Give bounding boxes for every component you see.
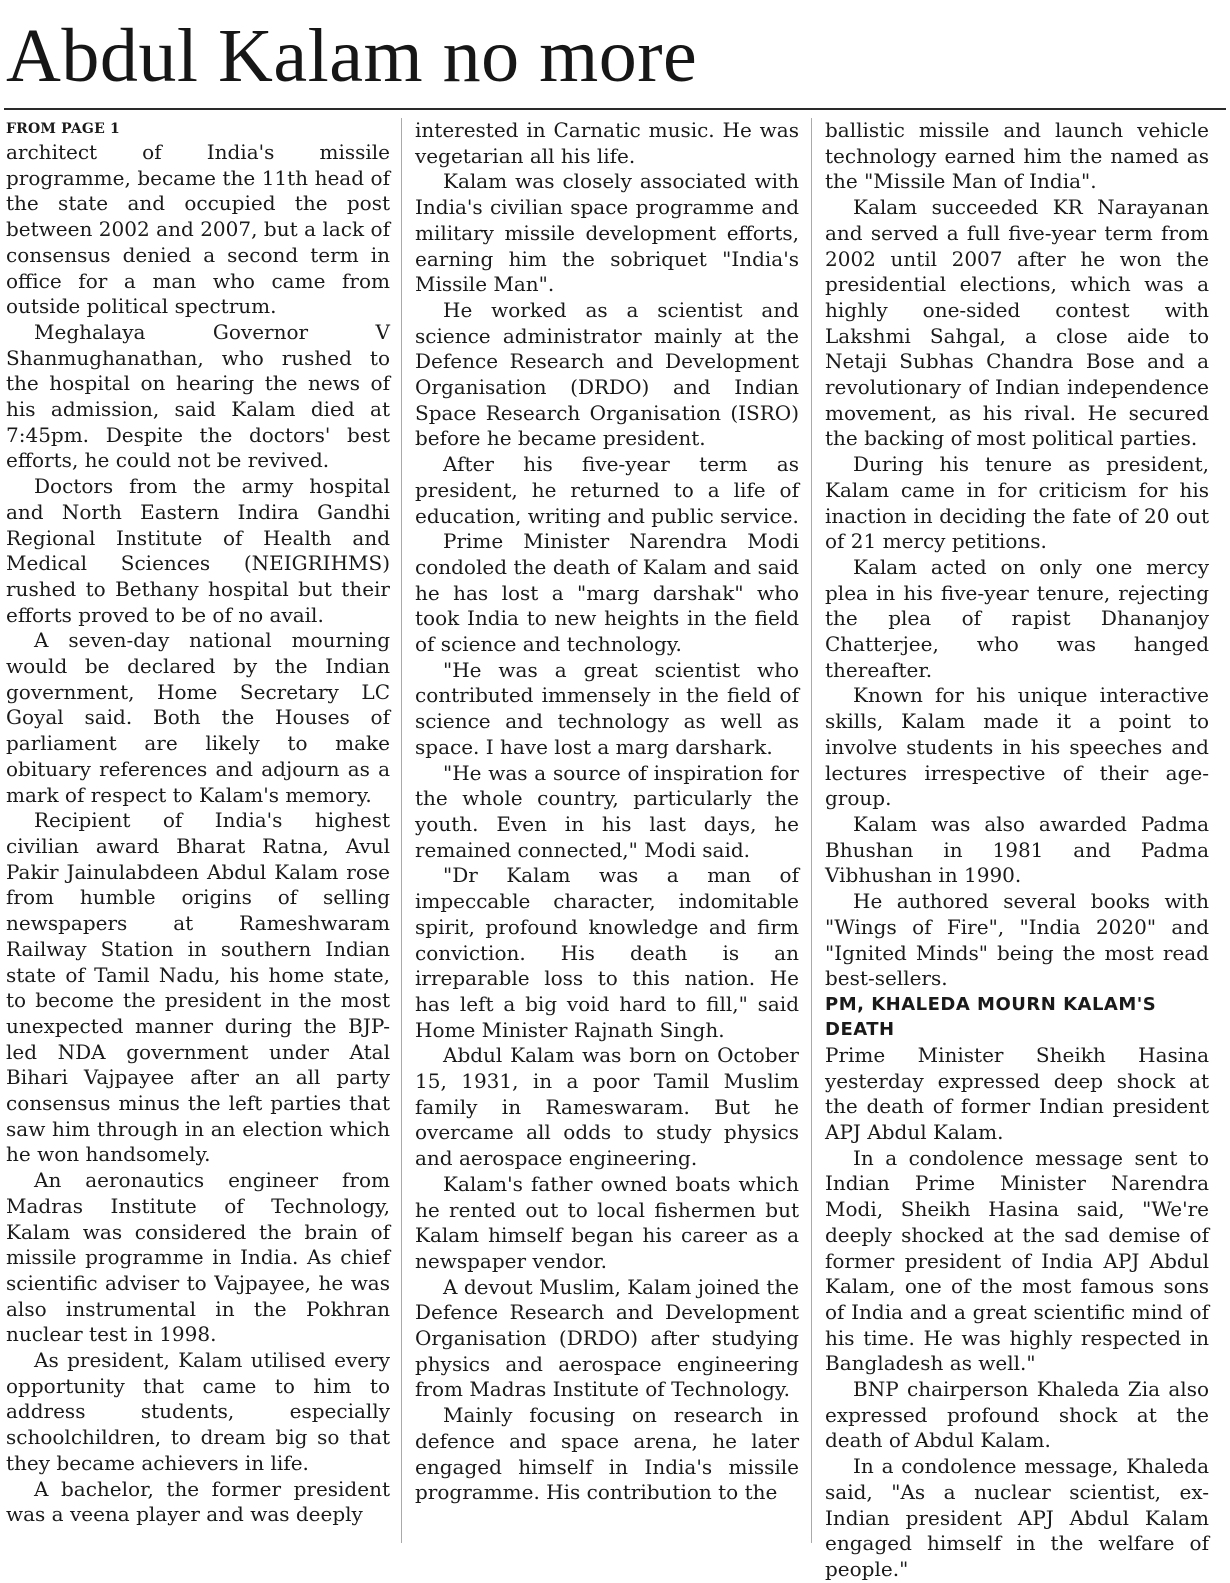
paragraph: As president, Kalam utilised every opportunity that came to him to address students, especially schoolchildren, to dream big so that they became achievers in life. [6,1348,390,1475]
paragraph: An aeronautics engineer from Madras Institute of Technology, Kalam was considered the brain of missile programme in India. As chief scientific adviser to Vajpayee, he was also instrumental in the Pokhran nuclear test in 1998. [6,1168,390,1347]
paragraph: Kalam was closely associated with India's civilian space programme and military missile development efforts, earning him the sobriquet "India's Missile Man". [415,169,799,297]
paragraph: A devout Muslim, Kalam joined the Defence Research and Development Organisation (DRDO) after studying physics and aerospace engineering from Madras Institute of Technology. [415,1274,799,1402]
paragraph: In a condolence message sent to Indian Prime Minister Narendra Modi, Sheikh Hasina said, "We're deeply shocked at the sad demise of former president of India APJ Abdul Kalam, one of the most famous sons of India and a great scientific mind of his time. He was highly respected in Bangladesh as well." [825,1145,1209,1376]
paragraph: "He was a great scientist who contributed immensely in the field of science and technology as well as space. I have lost a marg darshark. [415,657,799,759]
paragraph: Meghalaya Governor V Shanmughanathan, who rushed to the hospital on hearing the news of his admission, said Kalam died at 7:45pm. Despite the doctors' best efforts, he could not be revived. [6,319,390,473]
paragraph: Recipient of India's highest civilian award Bharat Ratna, Avul Pakir Jainulabdeen Abdul Kalam rose from humble origins of selling newspapers at Rameshwaram Railway Station in southern Indian state of Tamil Nadu, his home state, to become the president in the most unexpected manner during the BJP-led NDA government under Atal Bihari Vajpayee after an all party consensus minus the left parties that saw him through in an election which he won handsomely. [6,808,390,1167]
headline-rule [4,108,1226,110]
paragraph: Kalam's father owned boats which he rented out to local fishermen but Kalam himself began his career as a newspaper vendor. [415,1171,799,1273]
paragraph: Kalam succeeded KR Narayanan and served a full five-year term from 2002 until 2007 after he won the presidential elections, which was a highly one-sided contest with Lakshmi Sahgal, a close aide to Netaji Subhas Chandra Bose and a revolutionary of Indian independence movement, as his rival. He secured the backing of most political parties. [825,195,1209,451]
paragraph: In a condolence message, Khaleda said, "As a nuclear scientist, ex-Indian president APJ Abdul Kalam engaged himself in the welfare of people." [825,1454,1209,1581]
paragraph: "Dr Kalam was a man of impeccable character, indomitable spirit, profound knowledge and firm conviction. His death is an irreparable loss to this nation. He has left a big void hard to fill," said Home Minister Rajnath Singh. [415,863,799,1042]
column-divider [811,118,812,1543]
paragraph: Abdul Kalam was born on October 15, 1931, in a poor Tamil Muslim family in Rameswaram. But he overcame all odds to study physics and aerospace engineering. [415,1043,799,1171]
paragraph: Mainly focusing on research in defence and space arena, he later engaged himself in India's missile programme. His contribution to the [415,1403,799,1505]
column-3 [825,118,1209,1581]
paragraph: interested in Carnatic music. He was vegetarian all his life. [415,118,799,168]
continuation-kicker: FROM PAGE 1 [6,121,120,137]
headline: Abdul Kalam no more [6,14,698,98]
paragraph: Kalam acted on only one mercy plea in his five-year tenure, rejecting the plea of rapist Dhananjoy Chatterjee, who was hanged thereafter. [825,554,1209,682]
column-1 [6,118,390,1543]
paragraph: He authored several books with "Wings of Fire", "India 2020" and "Ignited Minds" being the most read best-sellers. [825,889,1209,991]
paragraph: After his five-year term as president, he returned to a life of education, writing and public service. [415,452,799,528]
paragraph: Kalam was also awarded Padma Bhushan in 1981 and Padma Vibhushan in 1990. [825,811,1209,888]
paragraph: Prime Minister Narendra Modi condoled the death of Kalam and said he has lost a "marg darshak" who took India to new heights in the field of science and technology. [415,529,799,657]
paragraph: ballistic missile and launch vehicle technology earned him the named as the "Missile Man of India". [825,118,1209,194]
column-2 [415,118,799,1543]
paragraph: "He was a source of inspiration for the whole country, particularly the youth. Even in his last days, he remained connected," Modi said. [415,760,799,862]
paragraph: BNP chairperson Khaleda Zia also expressed profound shock at the death of Abdul Kalam. [825,1377,1209,1453]
paragraph: A seven-day national mourning would be declared by the Indian government, Home Secretary LC Goyal said. Both the Houses of parliament are likely to make obituary references and adjourn as a mark of respect to Kalam's memory. [6,628,390,807]
paragraph: Known for his unique interactive skills, Kalam made it a point to involve students in his speeches and lectures irrespective of their age-group. [825,683,1209,811]
paragraph: Prime Minister Sheikh Hasina yesterday expressed deep shock at the death of former Indian president APJ Abdul Kalam. [825,1042,1209,1145]
section-subhead: PM, KHALEDA MOURN KALAM'S DEATH [825,993,1157,1041]
paragraph: architect of India's missile programme, became the 11th head of the state and occupied the post between 2002 and 2007, but a lack of consensus denied a second term in office for a man who came from outside political spectrum. [6,140,390,319]
column-divider [401,118,402,1543]
paragraph: Doctors from the army hospital and North Eastern Indira Gandhi Regional Institute of Health and Medical Sciences (NEIGRIHMS) rushed to Bethany hospital but their efforts proved to be of no avail. [6,474,390,627]
paragraph: During his tenure as president, Kalam came in for criticism for his inaction in deciding the fate of 20 out of 21 mercy petitions. [825,452,1209,554]
paragraph: A bachelor, the former president was a veena player and was deeply [6,1476,390,1527]
paragraph: He worked as a scientist and science administrator mainly at the Defence Research and Development Organisation (DRDO) and Indian Space Research Organisation (ISRO) before he became president. [415,297,799,451]
